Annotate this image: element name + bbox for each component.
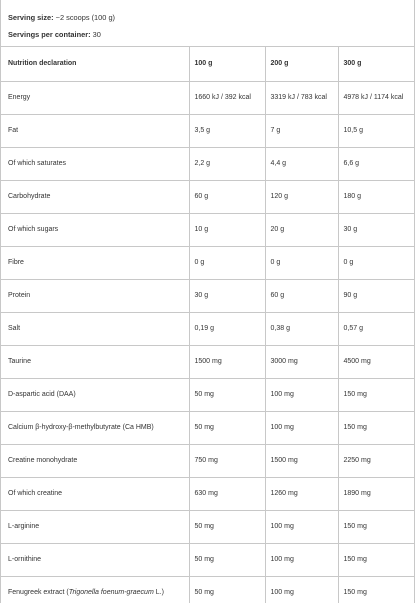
nutrient-name-cell: Of which sugars bbox=[1, 213, 189, 246]
nutrient-value-cell: 20 g bbox=[265, 213, 338, 246]
column-header: 200 g bbox=[265, 47, 338, 81]
nutrient-value-cell: 750 mg bbox=[189, 444, 265, 477]
nutrient-name-cell: Of which creatine bbox=[1, 477, 189, 510]
table-row bbox=[1, 543, 415, 576]
nutrient-value-cell: 150 mg bbox=[338, 378, 415, 411]
servings-per-container-value: 30 bbox=[90, 30, 101, 39]
nutrient-value-cell: 50 mg bbox=[189, 510, 265, 543]
nutrient-value-cell: 100 mg bbox=[265, 543, 338, 576]
table-row bbox=[1, 312, 415, 345]
column-header: Nutrition declaration bbox=[1, 47, 189, 81]
botanical-name: Trigonella foenum-graecum bbox=[68, 589, 154, 597]
serving-size-value: ~2 scoops (100 g) bbox=[53, 13, 116, 22]
nutrient-name-cell: Of which saturates bbox=[1, 147, 189, 180]
nutrient-value-cell: 0,57 g bbox=[338, 312, 415, 345]
nutrient-name-cell: Protein bbox=[1, 279, 189, 312]
nutrient-value-cell: 7 g bbox=[265, 114, 338, 147]
nutrient-value-cell: 100 mg bbox=[265, 411, 338, 444]
table-row bbox=[1, 213, 415, 246]
nutrient-value-cell: 3000 mg bbox=[265, 345, 338, 378]
table-row bbox=[1, 477, 415, 510]
nutrient-value-cell: 3,5 g bbox=[189, 114, 265, 147]
nutrient-name-cell: Taurine bbox=[1, 345, 189, 378]
nutrient-value-cell: 0,19 g bbox=[189, 312, 265, 345]
nutrient-value-cell: 4978 kJ / 1174 kcal bbox=[338, 81, 415, 114]
nutrient-name-cell: Salt bbox=[1, 312, 189, 345]
nutrient-value-cell: 150 mg bbox=[338, 411, 415, 444]
table-row bbox=[1, 246, 415, 279]
serving-size-label: Serving size: bbox=[8, 13, 54, 22]
nutrient-value-cell: 2250 mg bbox=[338, 444, 415, 477]
table-row bbox=[1, 576, 415, 603]
nutrient-name-cell: Creatine monohydrate bbox=[1, 444, 189, 477]
nutrient-name-cell: Energy bbox=[1, 81, 189, 114]
nutrient-value-cell: 60 g bbox=[265, 279, 338, 312]
nutrient-value-cell: 10,5 g bbox=[338, 114, 415, 147]
nutrient-value-cell: 3319 kJ / 783 kcal bbox=[265, 81, 338, 114]
nutrient-name-part: Fenugreek extract ( bbox=[8, 589, 69, 597]
nutrition-table bbox=[1, 47, 415, 603]
serving-info bbox=[1, 0, 414, 47]
nutrient-name-cell: Fat bbox=[1, 114, 189, 147]
column-header: 100 g bbox=[189, 47, 265, 81]
nutrient-value-cell: 6,6 g bbox=[338, 147, 415, 180]
nutrient-value-cell: 0 g bbox=[338, 246, 415, 279]
nutrient-name-cell: L-arginine bbox=[1, 510, 189, 543]
table-row bbox=[1, 279, 415, 312]
nutrient-value-cell: 150 mg bbox=[338, 576, 415, 603]
nutrient-name-cell: D-aspartic acid (DAA) bbox=[1, 378, 189, 411]
nutrient-value-cell: 50 mg bbox=[189, 576, 265, 603]
table-header-row bbox=[1, 47, 415, 81]
nutrient-value-cell: 4,4 g bbox=[265, 147, 338, 180]
nutrient-value-cell: 30 g bbox=[338, 213, 415, 246]
nutrient-name-cell: Carbohydrate bbox=[1, 180, 189, 213]
table-row bbox=[1, 81, 415, 114]
table-row bbox=[1, 345, 415, 378]
nutrient-value-cell: 10 g bbox=[189, 213, 265, 246]
nutrient-value-cell: 90 g bbox=[338, 279, 415, 312]
table-row bbox=[1, 411, 415, 444]
serving-size-line bbox=[8, 9, 414, 26]
table-row bbox=[1, 147, 415, 180]
nutrient-value-cell: 0 g bbox=[265, 246, 338, 279]
nutrient-value-cell: 1260 mg bbox=[265, 477, 338, 510]
nutrient-value-cell: 30 g bbox=[189, 279, 265, 312]
nutrient-value-cell: 150 mg bbox=[338, 543, 415, 576]
nutrient-value-cell: 1660 kJ / 392 kcal bbox=[189, 81, 265, 114]
nutrient-value-cell: 50 mg bbox=[189, 543, 265, 576]
table-row bbox=[1, 378, 415, 411]
nutrient-value-cell: 50 mg bbox=[189, 378, 265, 411]
nutrient-name-cell: Calcium β-hydroxy-β-methylbutyrate (Ca HMB) bbox=[1, 411, 189, 444]
servings-per-container-line bbox=[8, 26, 414, 43]
nutrient-name-cell: Fibre bbox=[1, 246, 189, 279]
nutrient-value-cell: 1890 mg bbox=[338, 477, 415, 510]
nutrient-value-cell: 100 mg bbox=[265, 510, 338, 543]
nutrient-value-cell: 1500 mg bbox=[189, 345, 265, 378]
nutrient-value-cell: 50 mg bbox=[189, 411, 265, 444]
nutrient-value-cell: 100 mg bbox=[265, 378, 338, 411]
table-row bbox=[1, 180, 415, 213]
table-row bbox=[1, 444, 415, 477]
nutrient-value-cell: 120 g bbox=[265, 180, 338, 213]
nutrient-value-cell: 0 g bbox=[189, 246, 265, 279]
nutrient-value-cell: 180 g bbox=[338, 180, 415, 213]
nutrient-value-cell: 150 mg bbox=[338, 510, 415, 543]
nutrient-value-cell: 1500 mg bbox=[265, 444, 338, 477]
table-row bbox=[1, 510, 415, 543]
nutrient-name-cell: L-ornithine bbox=[1, 543, 189, 576]
nutrient-name-cell bbox=[1, 576, 189, 603]
table-row bbox=[1, 114, 415, 147]
nutrient-value-cell: 4500 mg bbox=[338, 345, 415, 378]
nutrient-value-cell: 0,38 g bbox=[265, 312, 338, 345]
column-header: 300 g bbox=[338, 47, 415, 81]
nutrient-value-cell: 630 mg bbox=[189, 477, 265, 510]
nutrient-name-part: L.) bbox=[153, 589, 164, 597]
nutrient-value-cell: 2,2 g bbox=[189, 147, 265, 180]
nutrient-value-cell: 60 g bbox=[189, 180, 265, 213]
servings-per-container-label: Servings per container: bbox=[8, 30, 91, 39]
nutrient-value-cell: 100 mg bbox=[265, 576, 338, 603]
